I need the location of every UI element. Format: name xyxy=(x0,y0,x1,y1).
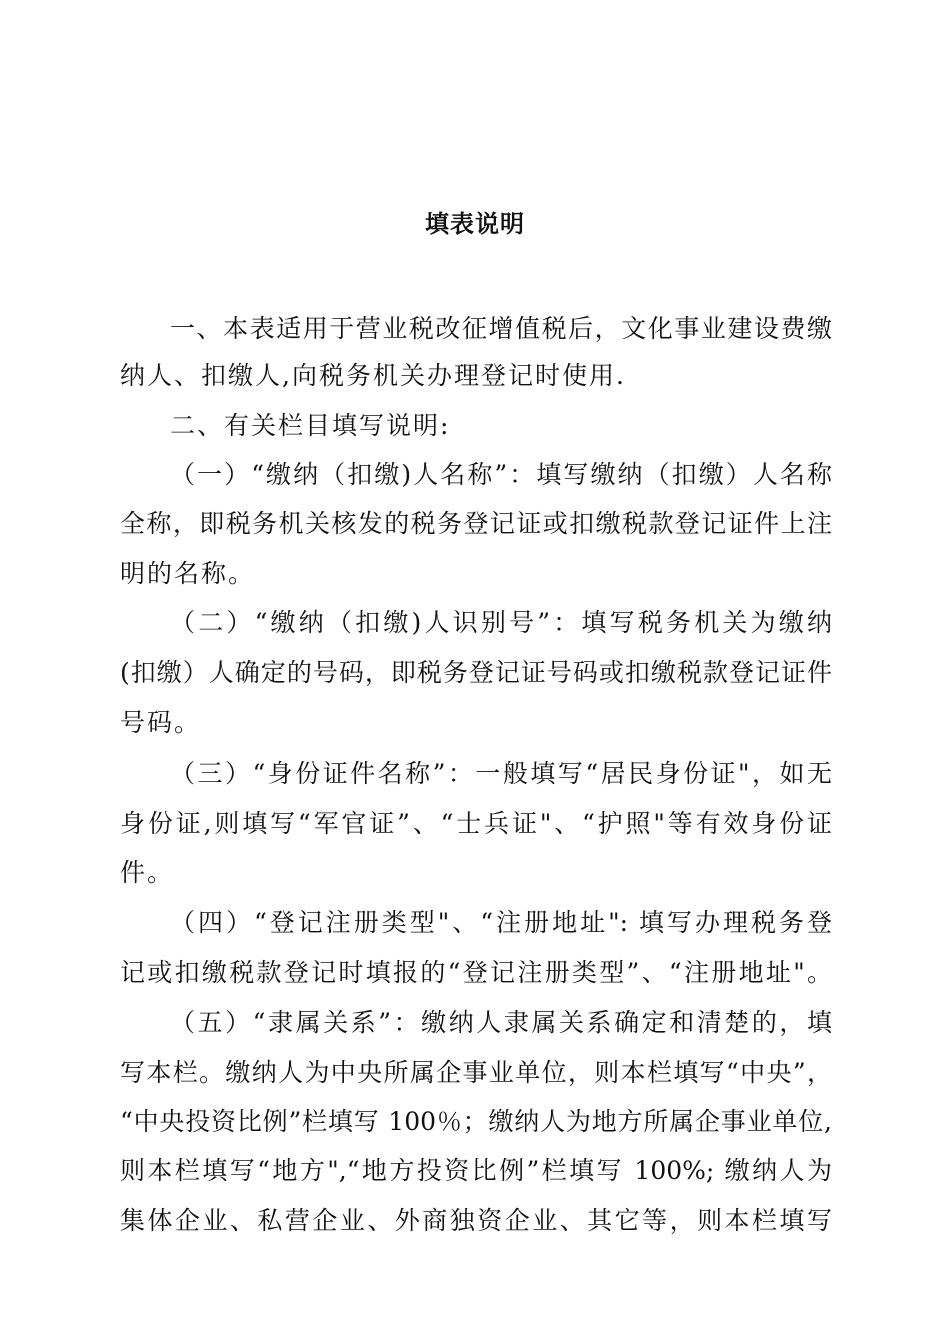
paragraph-line: 写本栏。缴纳人为中央所属企事业单位，则本栏填写“中央”， xyxy=(120,1058,832,1087)
paragraph-line: 明的名称。 xyxy=(120,559,256,588)
paragraph-line: 件。 xyxy=(120,858,175,887)
paragraph-line: （一）“缴纳（扣缴)人名称”：填写缴纳（扣缴）人名称 xyxy=(170,460,832,489)
paragraph-line: （二）“缴纳（扣缴)人识别号”：填写税务机关为缴纳 xyxy=(170,608,832,637)
page-title: 填表说明 xyxy=(425,210,525,238)
paragraph-line: 则本栏填写“地方",“地方投资比例”栏填写 100%; 缴纳人为 xyxy=(120,1156,832,1185)
paragraph-line: （五）“隶属关系”：缴纳人隶属关系确定和清楚的，填 xyxy=(170,1008,832,1037)
paragraph-line: 二、有关栏目填写说明: xyxy=(170,411,451,440)
paragraph-line: “中央投资比例”栏填写 100％；缴纳人为地方所属企事业单位, xyxy=(120,1107,832,1136)
paragraph-line: (扣缴）人确定的号码，即税务登记证号码或扣缴税款登记证件 xyxy=(120,658,832,687)
paragraph-line: （三）“身份证件名称”：一般填写“居民身份证"，如无 xyxy=(170,759,832,788)
paragraph-line: （四）“登记注册类型"、“注册地址": 填写办理税务登 xyxy=(170,908,832,937)
paragraph-line: 记或扣缴税款登记时填报的“登记注册类型”、“注册地址"。 xyxy=(120,958,832,987)
paragraph-line: 纳人、扣缴人,向税务机关办理登记时使用. xyxy=(120,361,626,390)
paragraph-line: 身份证,则填写“军官证”、“士兵证"、“护照"等有效身份证 xyxy=(120,809,832,838)
paragraph-line: 全称，即税务机关核发的税务登记证或扣缴税款登记证件上注 xyxy=(120,509,832,538)
paragraph-line: 一、本表适用于营业税改征增值税后，文化事业建设费缴 xyxy=(170,314,832,343)
paragraph-line: 号码。 xyxy=(120,708,202,737)
paragraph-line: 集体企业、私营企业、外商独资企业、其它等，则本栏填写 xyxy=(120,1206,832,1235)
